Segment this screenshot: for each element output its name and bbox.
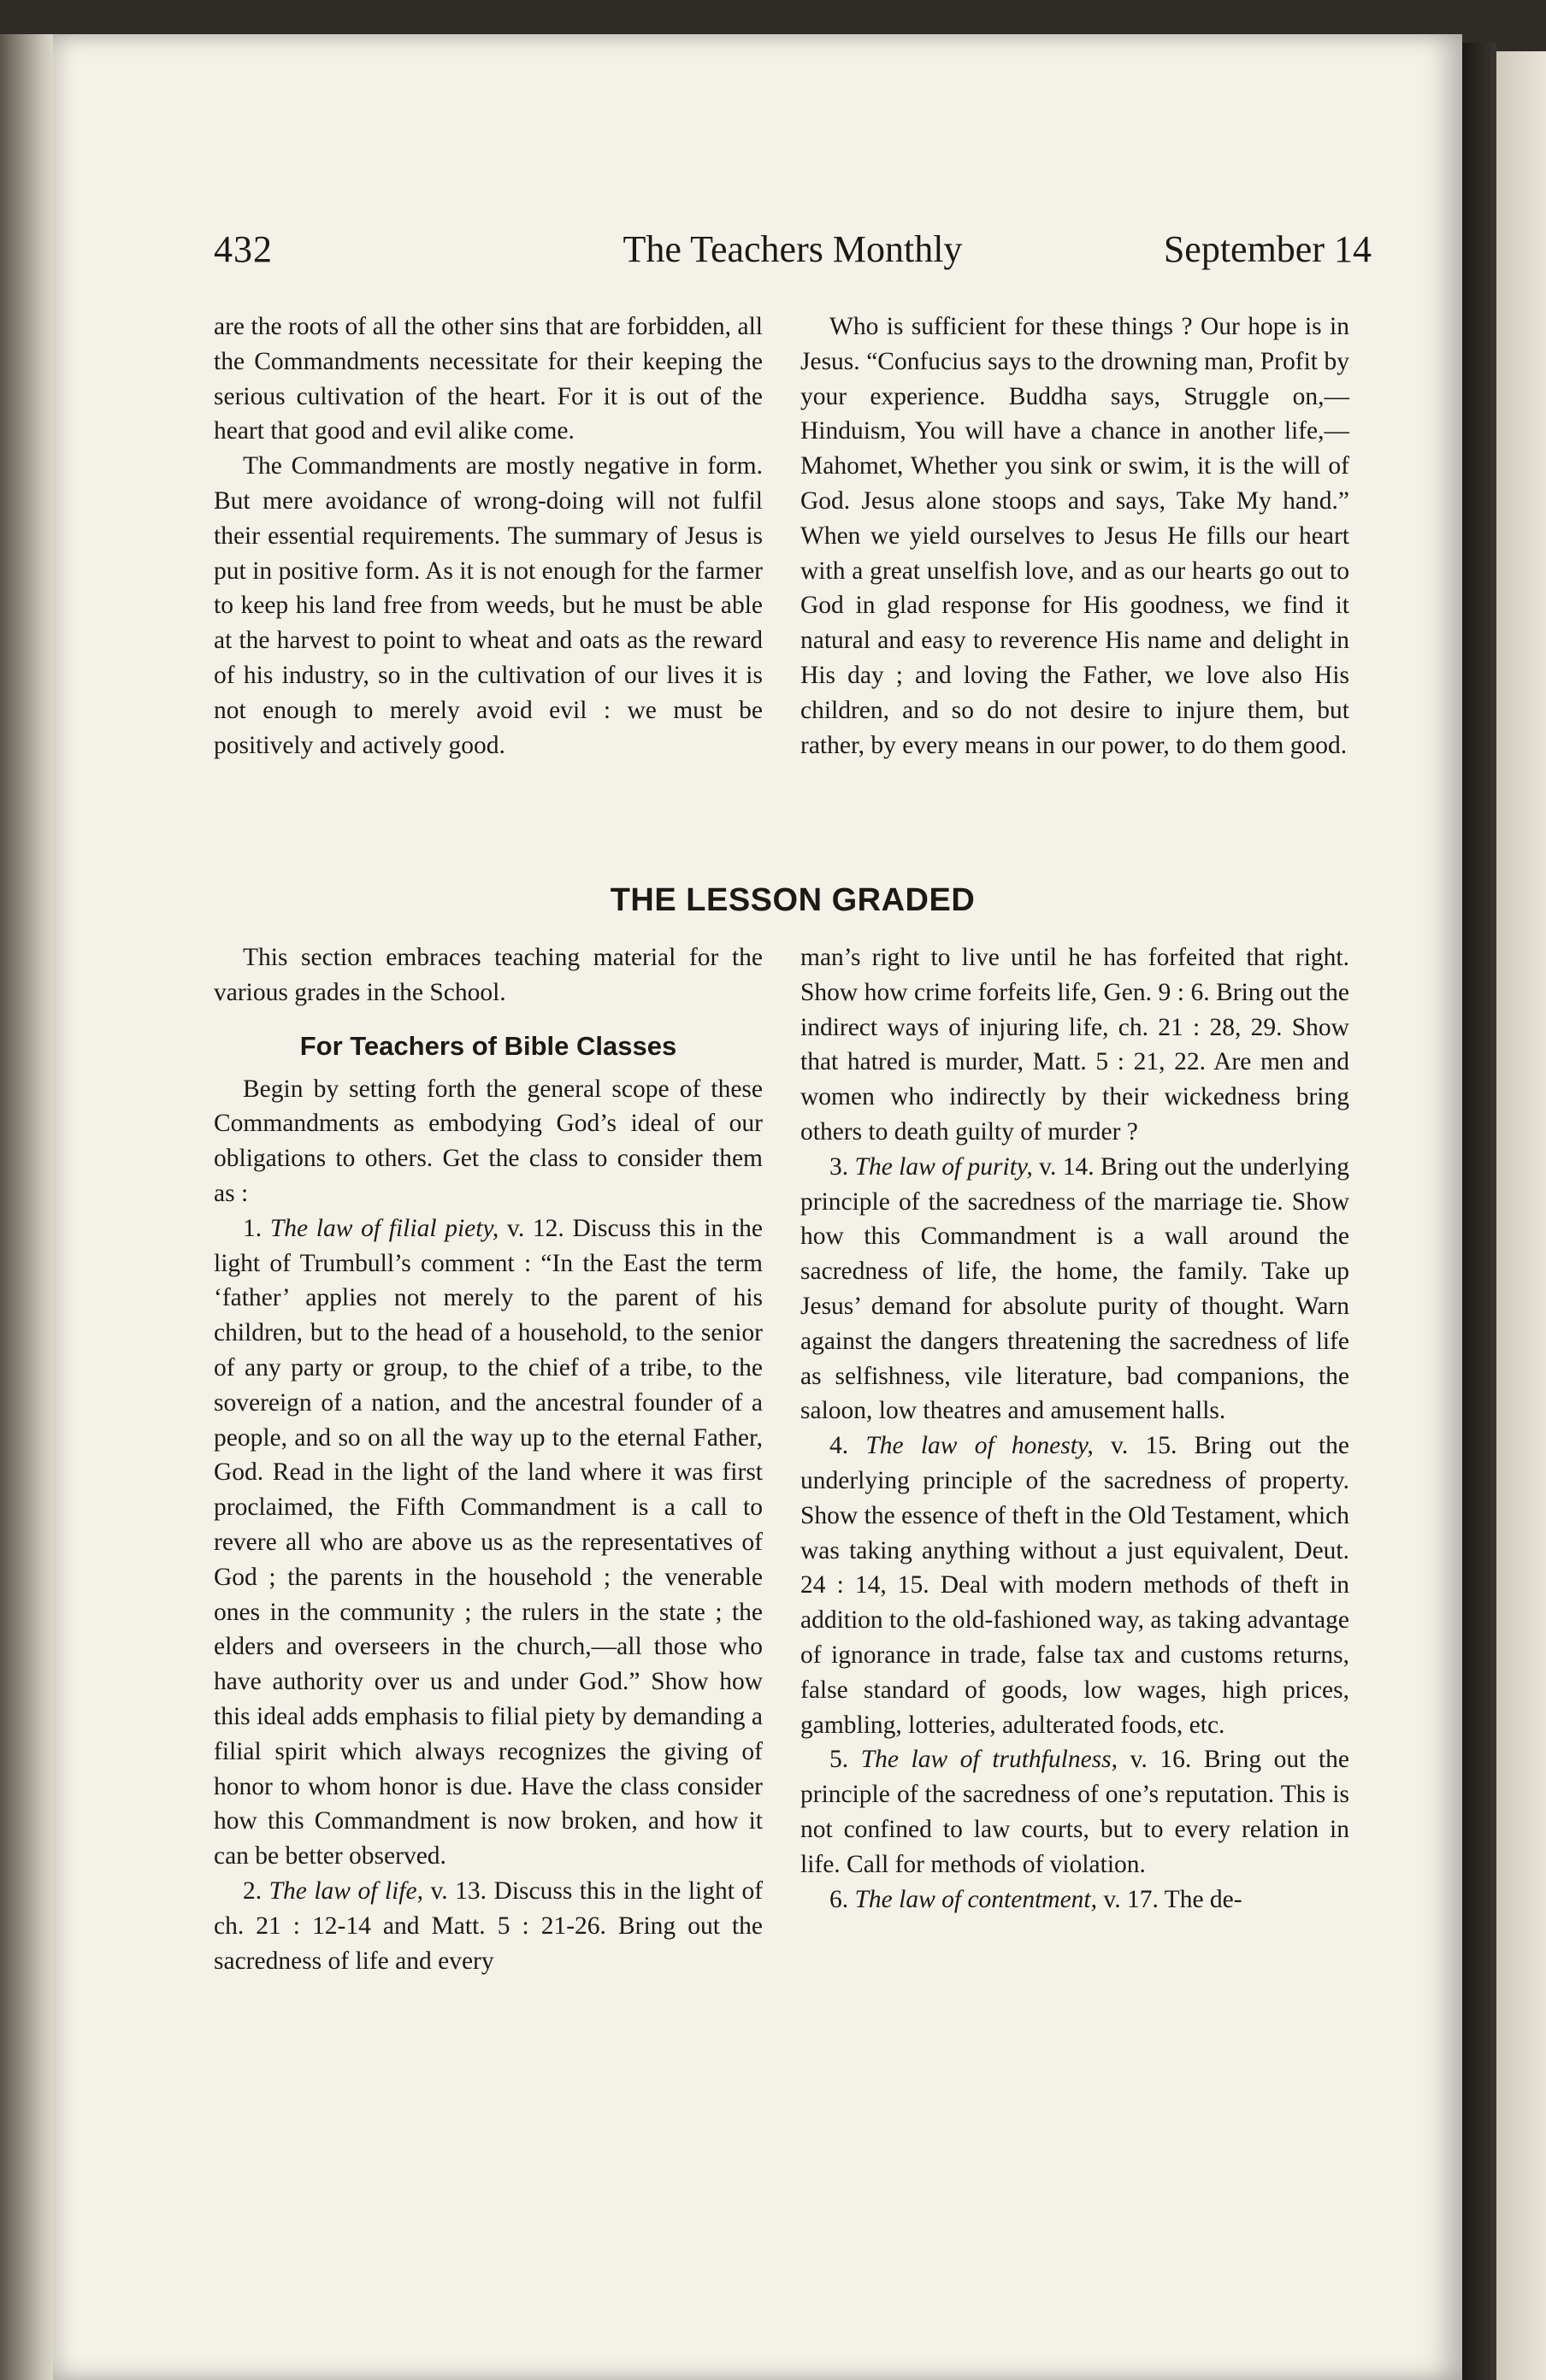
- column-left-bottom: [214, 940, 763, 1978]
- list-item: [800, 1742, 1349, 1882]
- list-item: [214, 1874, 763, 1978]
- item-text: v. 17. The de-: [1097, 1885, 1242, 1913]
- item-title: The law of filial piety,: [269, 1214, 499, 1242]
- sub-heading: For Teachers of Bible Classes: [299, 1030, 677, 1061]
- page-gutter-shadow: [1462, 43, 1496, 2380]
- paragraph: Begin by setting forth the general scope of these Commandments as embodying God’s ideal of our obligations to others. Get the class to consider them as :: [214, 1075, 763, 1207]
- paragraph: The Commandments are mostly negative in form. But mere avoidance of wrong-doing will not fulfil their essential requirements. The summary of Jesus is put in positive form. As it is not enough for the farmer to keep his land free from weeds, but he must be able at the harvest to point to wheat and oats as the reward of his industry, so in the cultivation of our lives it is not enough to merely avoid evil : we must be positively and actively good.: [214, 452, 763, 759]
- list-item: [214, 1211, 763, 1874]
- list-item: [800, 1882, 1349, 1918]
- column-right-top: [800, 309, 1349, 763]
- item-title: The law of contentment,: [854, 1885, 1097, 1913]
- column-right-bottom: [800, 940, 1349, 1917]
- item-title: The law of honesty,: [865, 1432, 1094, 1460]
- paragraph: Who is sufficient for these things ? Our hope is in Jesus. “Confucius says to the drowning man, Profit by your experience. Buddha says, Struggle on,—Hinduism, You will have a chance in another life,—Mahomet, Whether you sink or swim, it is the will of God. Jesus alone stoops and says, Take My hand.” When we yield ourselves to Jesus He fills our heart with a great unselfish love, and as our hearts go out to God in glad response for His goodness, we find it natural and easy to reverence His name and delight in His day ; and loving the Father, we love also His children, and so do not desire to injure them, but rather, by every means in our power, to do them good.: [800, 313, 1349, 759]
- running-date: September 14: [1163, 228, 1372, 270]
- intro-paragraph: This section embraces teaching material for the various grades in the School.: [214, 944, 763, 1006]
- section-title: THE LESSON GRADED: [610, 882, 976, 918]
- paragraph: man’s right to live until he has forfeited that right. Show how crime forfeits life, Gen. 9 : 6. Bring out the indirect ways of injuring life, ch. 21 : 28, 29. Show that hatred is murder, Matt. 5 : 21, 22. Are men and women who indirectly by their wickedness bring others to death guilty of murder ?: [800, 944, 1349, 1146]
- item-number: 1.: [243, 1214, 270, 1242]
- item-number: 6.: [829, 1885, 855, 1913]
- item-number: 3.: [829, 1152, 855, 1181]
- paragraph: are the roots of all the other sins that are forbidden, all the Commandments necessitate for their keeping the serious cultivation of the heart. For it is out of the heart that good and evil alike come.: [214, 313, 763, 445]
- item-title: The law of truthfulness,: [860, 1746, 1118, 1774]
- list-item: [800, 1429, 1349, 1742]
- item-text: v. 13. Discuss this in the light of ch. 21 : 12-14 and Matt. 5 : 21-26. Bring out the sacredness of life and every: [214, 1876, 764, 1975]
- item-text: v. 12. Discuss this in the light of Trumbull’s comment : “In the East the term ‘father’ applies not merely to the parent of his children, but to the head of a household, to the senior of any party or group, to the chief of a tribe, to the sovereign of a nation, and the ancestral founder of a people, and so on all the way up to the eternal Father, God. Read in the light of the land where it was first proclaimed, the Fifth Commandment is a call to revere all who are above us as the representatives of God ; the parents in the household ; the venerable ones in the community ; the rulers in the state ; the elders and overseers in the church,—all those who have authority over us and under God.” Show how this ideal adds emphasis to filial piety by demanding a filial spirit which always recognizes the giving of honor to whom honor is due. Have the class consider how this Commandment is now broken, and how it can be better observed.: [214, 1214, 764, 1870]
- list-item: [800, 1150, 1349, 1429]
- item-title: The law of life,: [268, 1876, 423, 1905]
- item-title: The law of purity,: [854, 1152, 1033, 1181]
- item-number: 4.: [829, 1432, 866, 1460]
- item-text: v. 16. Bring out the principle of the sacredness of one’s reputation. This is not confined to law courts, but to every relation in life. Call for methods of violation.: [800, 1746, 1349, 1878]
- book-binding: [0, 34, 60, 2380]
- page-number: 432: [214, 228, 273, 270]
- facing-page-edge: [1496, 51, 1546, 2380]
- item-text: v. 15. Bring out the underlying principle of the sacredness of property. Show the essence of theft in the Old Testament, which was taking anything without a just equivalent, Deut. 24 : 14, 15. Deal with modern methods of theft in addition to the old-fashioned way, as taking advantage of ignorance in trade, false tax and customs returns, false standard of goods, low wages, high prices, gambling, lotteries, adulterated foods, etc.: [800, 1432, 1349, 1739]
- column-left-top: [214, 309, 763, 763]
- item-number: 2.: [243, 1876, 269, 1905]
- running-header: [214, 227, 1372, 287]
- running-title: The Teachers Monthly: [623, 228, 963, 270]
- item-text: v. 14. Bring out the underlying principle of the sacredness of the marriage tie. Show how this Commandment is a wall around the sacredness of life, the home, the family. Take up Jesus’ demand for absolute purity of thought. Warn against the dangers threatening the sacredness of life as selfishness, vile literature, bad companions, the saloon, low theatres and amusement halls.: [800, 1152, 1349, 1425]
- item-number: 5.: [829, 1746, 861, 1774]
